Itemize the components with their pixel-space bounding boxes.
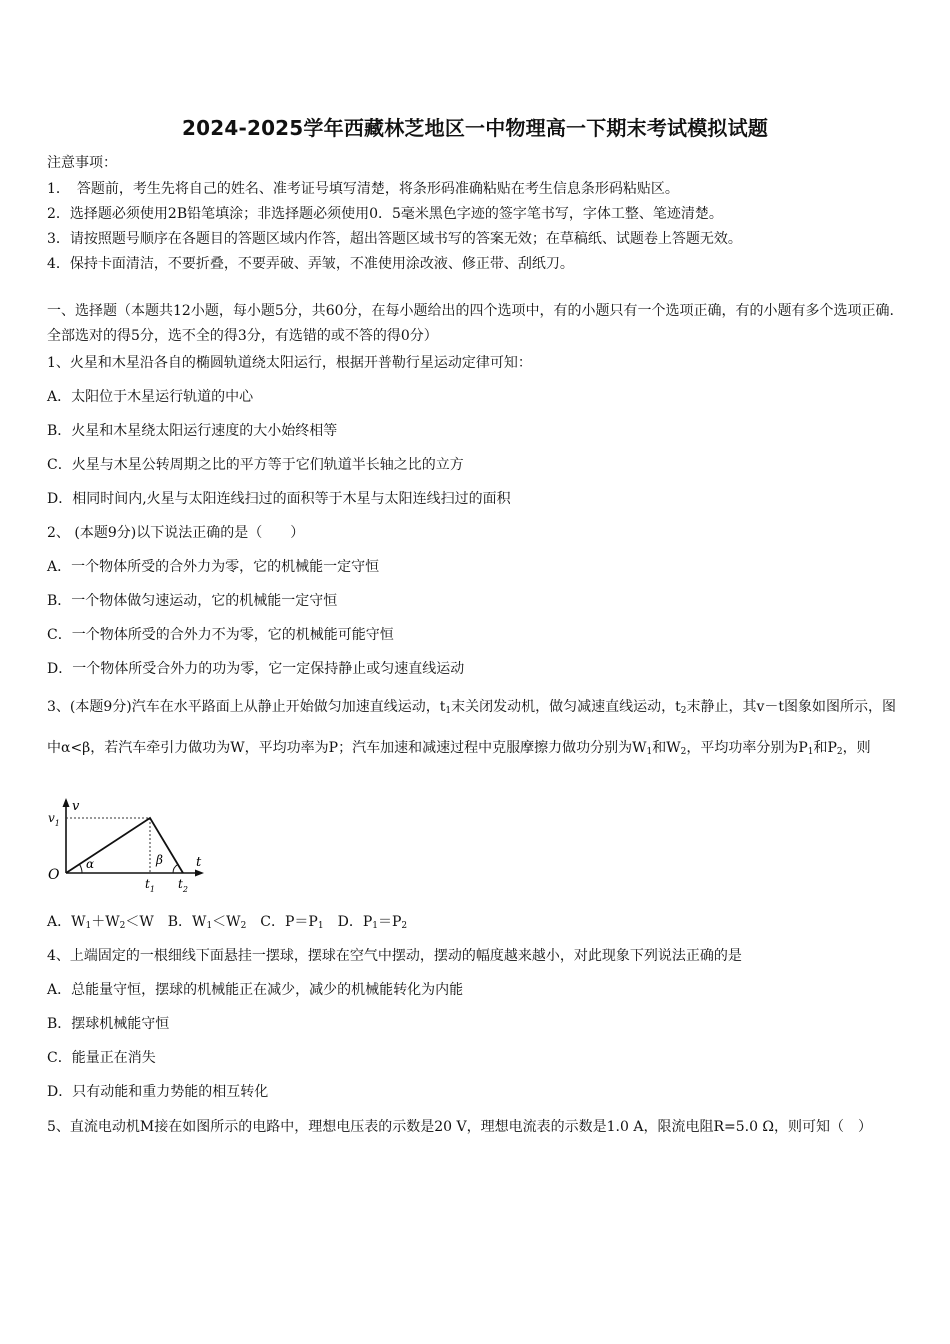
notice-item: 4．保持卡面清洁，不要折叠，不要弄破、弄皱，不准使用涂改液、修正带、刮纸刀。 bbox=[47, 256, 574, 272]
q2-option-b: B．一个物体做匀速运动，它的机械能一定守恒 bbox=[47, 593, 338, 609]
q2-stem: 2、 (本题9分)以下说法正确的是（ ） bbox=[47, 525, 305, 541]
q4-stem: 4、上端固定的一根细线下面悬挂一摆球，摆球在空气中摆动，摆动的幅度越来越小，对此现象下列说法正确的是 bbox=[47, 948, 742, 964]
page-title: 2024-2025学年西藏林芝地区一中物理高一下期末考试模拟试题 bbox=[181, 116, 769, 140]
beta-arc bbox=[173, 864, 178, 873]
t2-label: $t_2$ bbox=[178, 877, 188, 894]
q4-option-a: A．总能量守恒，摆球的机械能正在减少，减少的机械能转化为内能 bbox=[47, 982, 464, 998]
q2-option-d: D．一个物体所受合外力的功为零，它一定保持静止或匀速直线运动 bbox=[47, 661, 465, 677]
section-intro: 一、选择题（本题共12小题，每小题5分，共60分，在每小题给出的四个选项中，有的小题只有一个选项正确，有的小题有多个选项正确.全部选对的得5分，选不全的得3分，有选错的或不答的得0分） bbox=[47, 303, 894, 344]
q2-option-c: C．一个物体所受的合外力不为零，它的机械能可能守恒 bbox=[47, 627, 394, 643]
notice-heading: 注意事项： bbox=[47, 155, 117, 171]
origin-label: O bbox=[48, 867, 60, 883]
notice-item: 1． 答题前，考生先将自己的姓名、准考证号填写清楚，将条形码准确粘贴在考生信息条形码粘贴区。 bbox=[47, 181, 679, 197]
q1-option-a: A．太阳位于木星运行轨道的中心 bbox=[47, 389, 254, 405]
beta-label: β bbox=[156, 853, 163, 867]
q3-options: A．$W_1+W_2<W$ B．$W_1<W_2$ C．$P=P_1$ D．$P_1=P_2$ bbox=[47, 914, 408, 931]
q1-option-d: D．相同时间内,火星与太阳连线扫过的面积等于木星与太阳连线扫过的面积 bbox=[47, 491, 511, 507]
alpha-label: α bbox=[86, 857, 95, 871]
q4-option-d: D．只有动能和重力势能的相互转化 bbox=[47, 1084, 269, 1100]
q1-option-b: B．火星和木星绕太阳运行速度的大小始终相等 bbox=[47, 423, 338, 439]
notice-item: 2．选择题必须使用2B铅笔填涂；非选择题必须使用0．5毫米黑色字迹的签字笔书写，字体工整、笔迹清楚。 bbox=[47, 206, 723, 222]
vt-curve bbox=[66, 818, 183, 873]
t-axis-label: t bbox=[196, 855, 202, 870]
alpha-arc bbox=[79, 864, 82, 873]
notice-item: 3．请按照题号顺序在各题目的答题区域内作答，超出答题区域书写的答案无效；在草稿纸、试题卷上答题无效。 bbox=[47, 231, 742, 247]
q3-stem: 3、(本题9分)汽车在水平路面上从静止开始做匀加速直线运动，$t_1$末关闭发动机，做匀减速直线运动，$t_2$末静止，其v－t图象如图所示，图中α<β，若汽车牵引力做功为W，平均功率为P；汽车加速和减速过程中克服摩擦力做功分别为$W_1$和$W_2$，平均功率分别为$P_1$和$P_2$，则 bbox=[47, 699, 897, 757]
t-axis-arrow bbox=[195, 870, 204, 877]
q4-option-b: B．摆球机械能守恒 bbox=[47, 1016, 170, 1032]
q4-option-c: C．能量正在消失 bbox=[47, 1050, 156, 1066]
v-axis-arrow bbox=[63, 798, 70, 807]
v-axis-label: v bbox=[72, 799, 80, 814]
t1-label: $t_1$ bbox=[145, 877, 155, 894]
v1-label: $v_1$ bbox=[48, 811, 60, 828]
q2-option-a: A．一个物体所受的合外力为零，它的机械能一定守恒 bbox=[47, 559, 380, 575]
q1-stem: 1、火星和木星沿各自的椭圆轨道绕太阳运行，根据开普勒行星运动定律可知： bbox=[47, 355, 532, 371]
vt-graph bbox=[42, 798, 212, 894]
q1-option-c: C．火星与木星公转周期之比的平方等于它们轨道半长轴之比的立方 bbox=[47, 457, 464, 473]
q5-stem: 5、直流电动机M接在如图所示的电路中，理想电压表的示数是20 V，理想电流表的示数是1.0 A，限流电阻R=5.0 Ω，则可知（ ） bbox=[47, 1119, 873, 1135]
